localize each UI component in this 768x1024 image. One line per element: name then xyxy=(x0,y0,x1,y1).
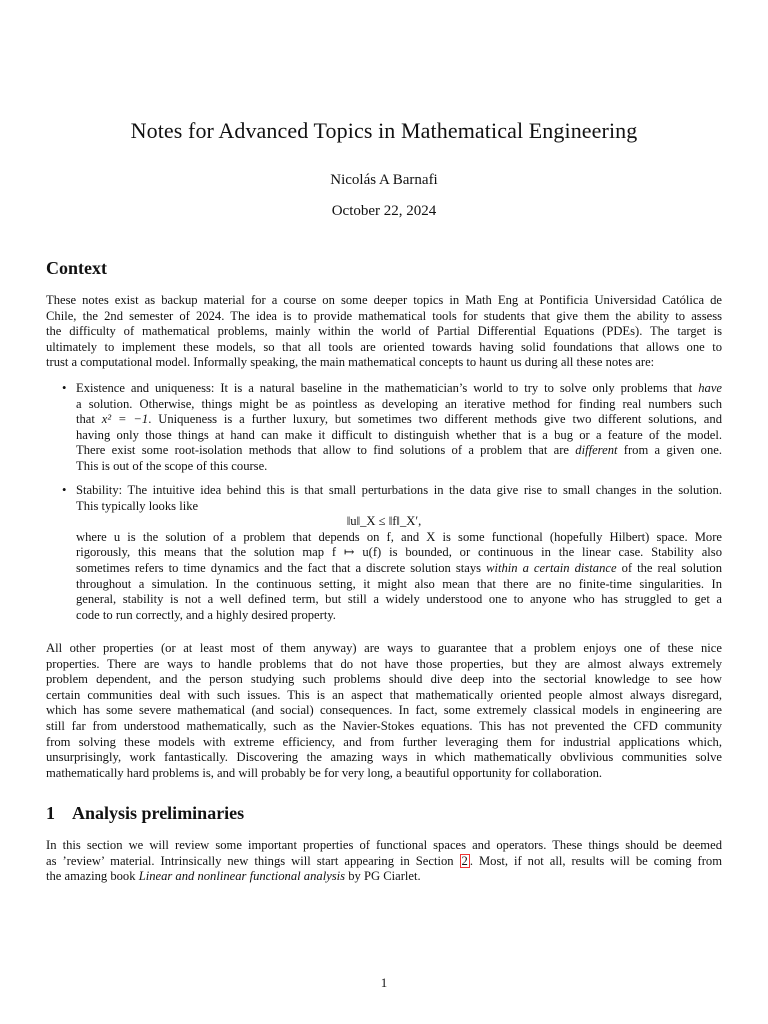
text-line: the difficulty of mathematical problems, mainly within the world of Partial Differential Equations (PDEs). The target is xyxy=(46,324,722,339)
text-line: rigorously, this means that the solution map f ↦ u(f) is bounded, or continuous in the linear case. Stability also xyxy=(76,545,722,560)
text-line: mathematically hard problems is, and will probably be for very long, a beautiful opportunity for collaboration. xyxy=(46,765,603,780)
document-title: Notes for Advanced Topics in Mathematical Engineering xyxy=(130,118,638,143)
text-line: problem dependent, and the person studying such problems should dive deep into the sectorial knowledge to see how xyxy=(46,672,722,687)
bullet-dot-icon: • xyxy=(62,381,67,395)
text-line: certain communities deal with such issues. This is an aspect that mathematically oriented people almost always disregard, xyxy=(46,687,722,702)
section-title: Analysis preliminaries xyxy=(72,803,245,823)
bullet-existence-uniqueness xyxy=(62,381,722,475)
text-line: general, stability is not a well defined term, but still a widely understood one to anyone who has struggled to get a xyxy=(76,592,722,607)
book-title: Linear and nonlinear functional analysis xyxy=(138,869,346,884)
author-name: Nicolás A Barnafi xyxy=(330,172,438,188)
context-closing-paragraph xyxy=(46,641,722,781)
text-line: This typically looks like xyxy=(76,498,199,513)
page-number: 1 xyxy=(380,975,388,990)
bullet-dot-icon: • xyxy=(62,483,67,497)
text-line: properties. There are ways to handle problems that do not have those properties, but they are almost always extremely xyxy=(46,656,722,671)
section-number: 1 xyxy=(46,803,55,823)
text-line: These notes exist as backup material for a course on some deeper topics in Math Eng at Pontificia Universidad Católica de xyxy=(46,293,722,307)
text-line: Stability: The intuitive idea behind this is that small perturbations in the data give rise to small changes in the solution. xyxy=(76,483,722,497)
text-line: This is out of the scope of this course. xyxy=(76,458,268,473)
text-line: unsurprisingly, work fantastically. Discovering the amazing ways in which mathematically obvlivious communities solve xyxy=(46,750,722,765)
text-line: which has some severe mathematical (and social) consequences. In fact, some extremely classical models in engineering are xyxy=(46,703,722,718)
text-line: throughout a simulation. In the continuous setting, it might also mean that there are no finite-time singularities. In xyxy=(76,576,722,591)
section-1-heading xyxy=(46,803,244,824)
text-line: that x² = −1. Uniqueness is a further luxury, but sometimes two different methods give two different solutions, and xyxy=(76,412,722,427)
context-heading: Context xyxy=(46,258,107,278)
text-line: Existence and uniqueness: It is a natural baseline in the mathematician’s world to try to solve only problems that have xyxy=(76,381,722,395)
text-line: code to run correctly, and a highly desired property. xyxy=(76,607,336,622)
text-line: as ’review’ material. Intrinsically new things will start appearing in Section 2 . Most, if not all, results will be coming from xyxy=(46,853,722,868)
text-line: still far from understood mathematically, such as the Navier-Stokes equations. This has not prevented the CFD community xyxy=(46,718,722,733)
text-line: trust a computational model. Informally speaking, the main mathematical concepts to haunt us during all these notes are: xyxy=(46,355,655,370)
document-date: October 22, 2024 xyxy=(331,203,437,219)
text-line: All other properties (or at least most of them anyway) are ways to guarantee that a problem enjoys one of these nice xyxy=(46,641,722,655)
text-line: where u is the solution of a problem that depends on f, and X is some functional (hopefully Hilbert) space. More xyxy=(76,529,722,544)
text-line: from solving these models with extreme efficiency, and from further leveraging them for industrial applications which, xyxy=(46,734,722,749)
text-line: In this section we will review some important properties of functional spaces and operators. These things should be deemed xyxy=(46,838,722,852)
context-intro-paragraph xyxy=(46,293,722,371)
text-line: ultimately to implement these models, so that all tools are oriented towards having solid foundations that allows one to xyxy=(46,339,722,354)
text-line: Chile, the 2nd semester of 2024. The idea is to provide mathematical tools for students that give them the ability to assess xyxy=(46,308,722,323)
text-line: sometimes refers to time dynamics and the fact that a discrete solution stays within a certain distance of the real solution xyxy=(76,560,722,575)
stability-formula: ‖u‖_X ≤ ‖f‖_X′, xyxy=(346,514,422,529)
text-line: There exist some root-isolation methods that allow to find solutions of a problem that are different from a given one. xyxy=(76,443,723,458)
bullet-stability xyxy=(62,483,722,623)
section-1-paragraph xyxy=(46,838,722,885)
section-2-link[interactable]: 2 xyxy=(461,853,468,868)
text-line: having only those things at hand can make it difficult to distinguish whether that is a bug or a feature of the model. xyxy=(76,427,722,442)
inline-math: x² = −1 xyxy=(101,412,149,427)
text-line: the amazing book Linear and nonlinear functional analysis by PG Ciarlet. xyxy=(46,869,421,884)
text-line: a solution. Otherwise, things might be as pointless as developing an iterative method for finding real numbers such xyxy=(76,396,722,411)
